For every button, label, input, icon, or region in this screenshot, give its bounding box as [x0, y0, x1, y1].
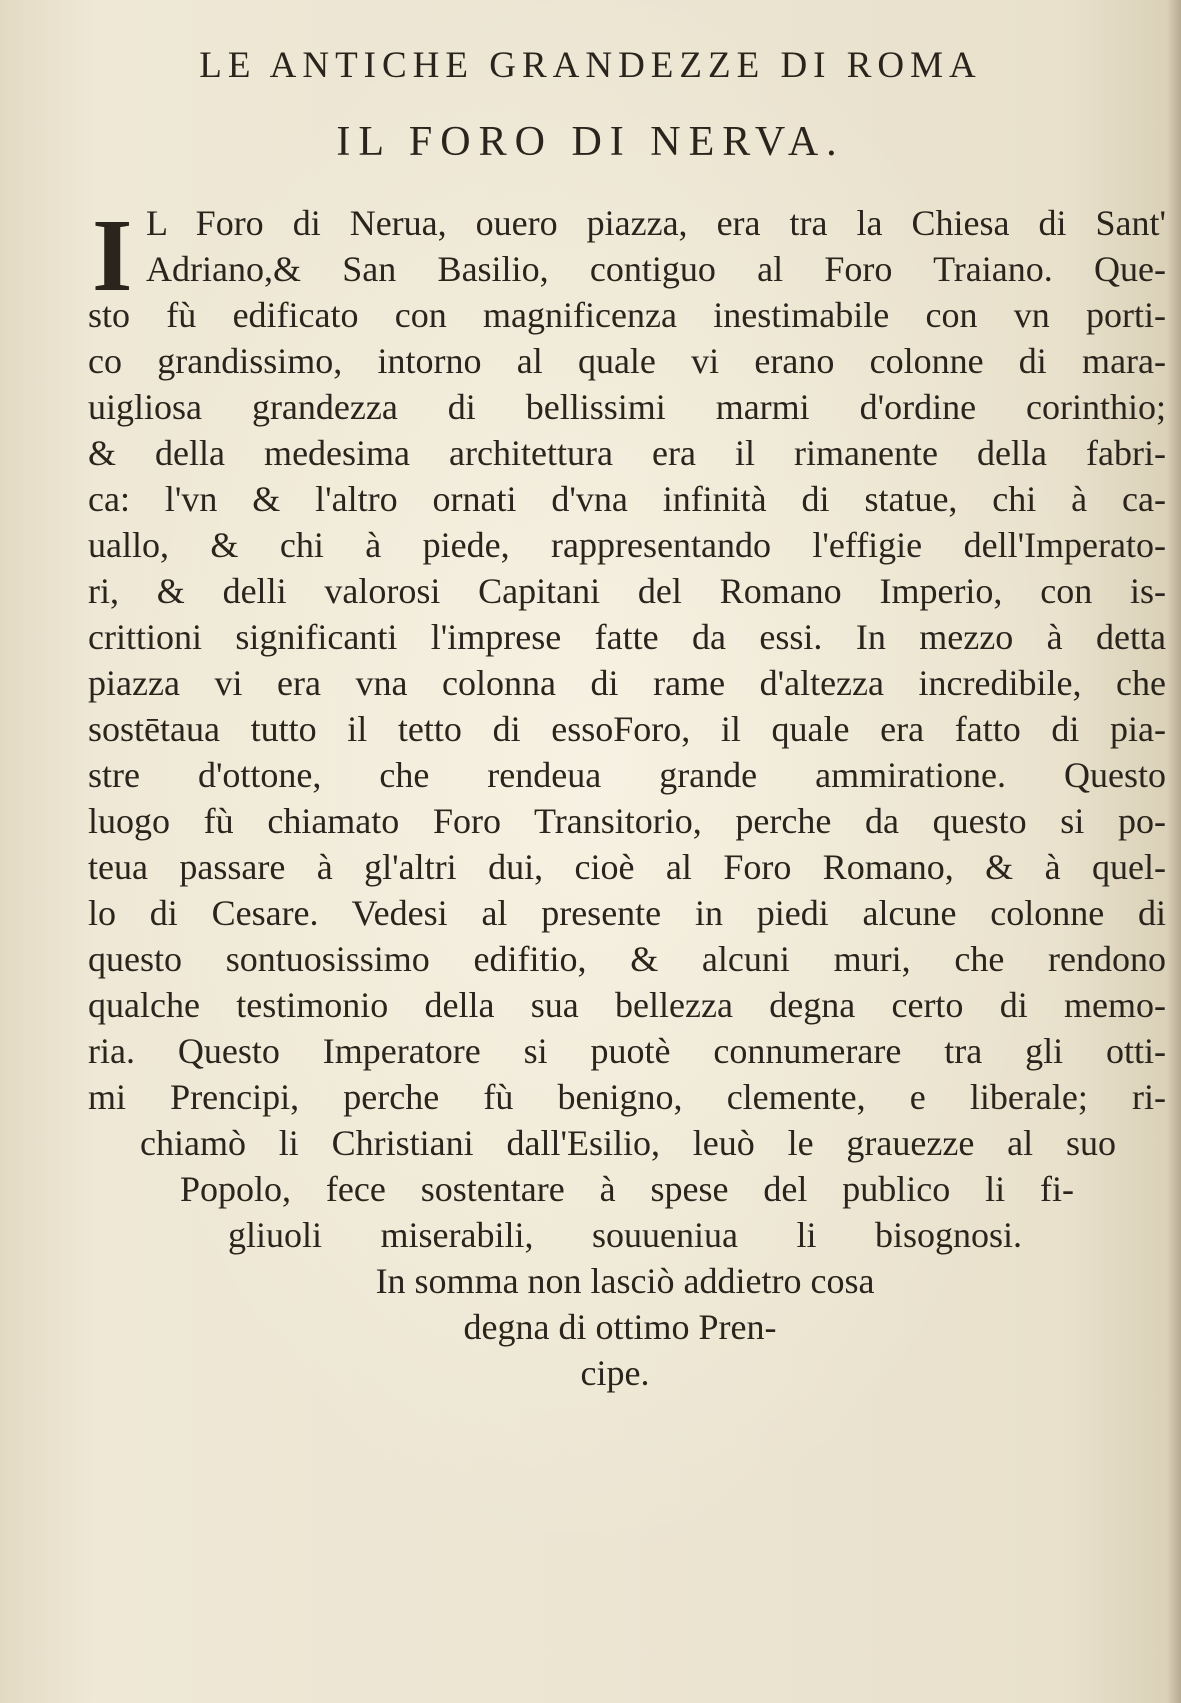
text-line: sto fù edificato con magnificenza inestimabile con vn porti- — [88, 295, 1166, 335]
text-line: stre d'ottone, che rendeua grande ammiratione. Questo — [88, 755, 1166, 795]
text-line: ca: l'vn & l'altro ornati d'vna infinità di statue, chi à ca- — [88, 479, 1166, 519]
text-line: piazza vi era vna colonna di rame d'altezza incredibile, che — [88, 663, 1166, 703]
text-line: uigliosa grandezza di bellissimi marmi d'ordine corinthio; — [88, 387, 1166, 427]
text-line: Adriano,& San Basilio, contiguo al Foro Traiano. Que- — [146, 249, 1166, 289]
text-line: qualche testimonio della sua bellezza degna certo di memo- — [88, 985, 1166, 1025]
text-line: luogo fù chiamato Foro Transitorio, perche da questo si po- — [88, 801, 1166, 841]
chapter-title: IL FORO DI NERVA. — [336, 119, 845, 165]
drop-cap: I — [92, 198, 133, 313]
text-line: & della medesima architettura era il rimanente della fabri- — [88, 433, 1166, 473]
running-head: LE ANTICHE GRANDEZZE DI ROMA — [199, 45, 982, 86]
text-line: questo sontuosissimo edifitio, & alcuni muri, che rendono — [88, 939, 1166, 979]
text-line: sostētaua tutto il tetto di essoForo, il quale era fatto di pia- — [88, 709, 1166, 749]
text-line: ri, & delli valorosi Capitani del Romano Imperio, con is- — [88, 571, 1166, 611]
text-line: degna di ottimo Pren- — [463, 1307, 777, 1347]
text-line: L Foro di Nerua, ouero piazza, era tra la Chiesa di Sant' — [146, 203, 1166, 243]
text-line: mi Prencipi, perche fù benigno, clemente, e liberale; ri- — [88, 1077, 1166, 1117]
text-line: co grandissimo, intorno al quale vi erano colonne di mara- — [88, 341, 1166, 381]
text-line: gliuoli miserabili, souueniua li bisognosi. — [228, 1215, 1022, 1255]
text-line: Popolo, fece sostentare à spese del publico li fi- — [180, 1169, 1074, 1209]
page-edge-shadow — [1167, 0, 1181, 1703]
text-line: ria. Questo Imperatore si puotè connumerare tra gli otti- — [88, 1031, 1166, 1071]
text-line: crittioni significanti l'imprese fatte da essi. In mezzo à detta — [88, 617, 1166, 657]
text-line: chiamò li Christiani dall'Esilio, leuò le grauezze al suo — [140, 1123, 1116, 1163]
text-line: uallo, & chi à piede, rappresentando l'effigie dell'Imperato- — [88, 525, 1166, 565]
text-line: cipe. — [580, 1353, 650, 1393]
text-line: In somma non lasciò addietro cosa — [375, 1261, 875, 1301]
text-line: teua passare à gl'altri dui, cioè al Foro Romano, & à quel- — [88, 847, 1166, 887]
text-line: lo di Cesare. Vedesi al presente in piedi alcune colonne di — [88, 893, 1166, 933]
